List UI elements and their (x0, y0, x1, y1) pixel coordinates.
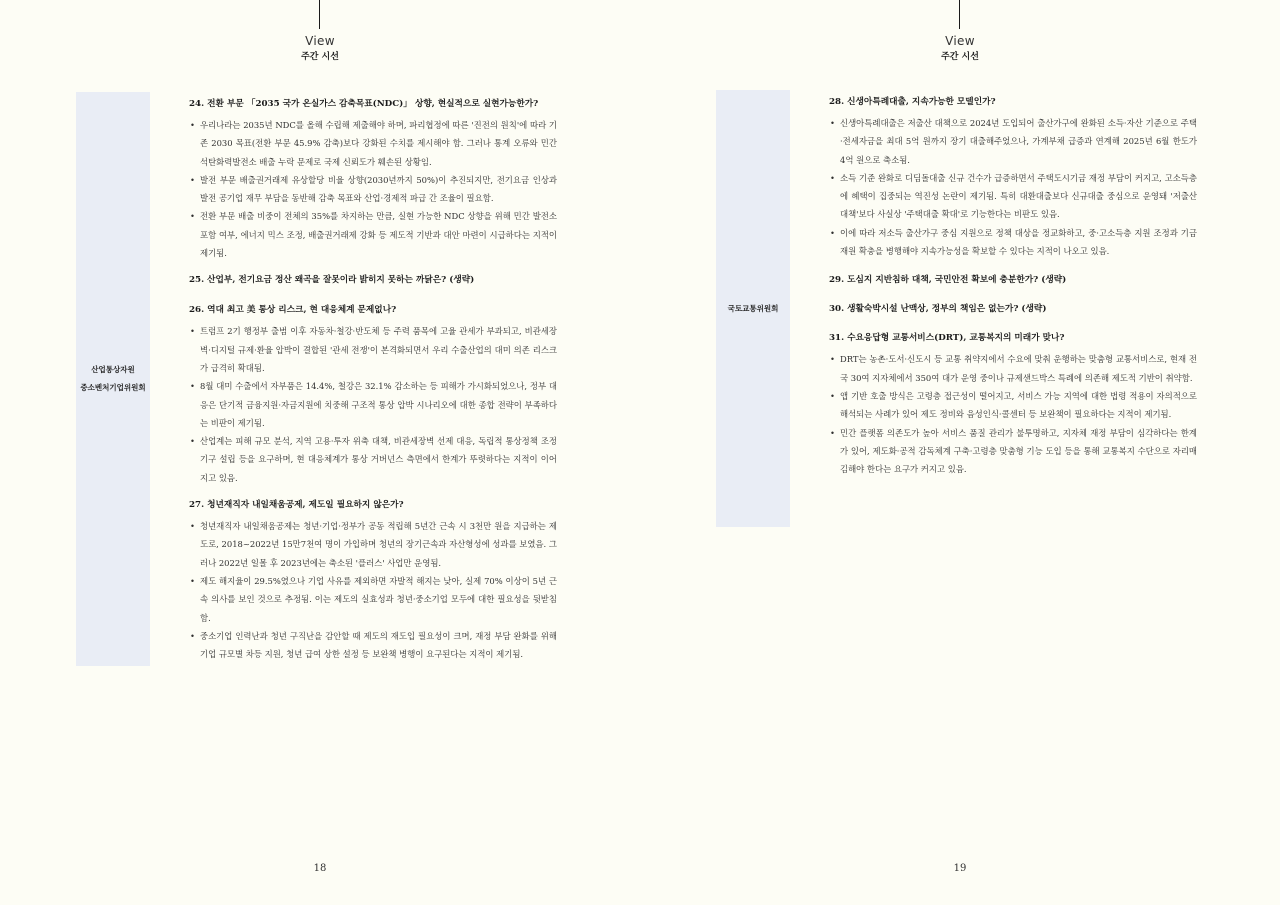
sidebar-line: 중소벤처기업위원회 (80, 383, 146, 392)
header-rule (319, 0, 320, 29)
bullet-item: • 8월 대미 수출에서 자부품은 14.4%, 철강은 32.1% 감소하는 등 피해가 가시화되었으나, 정부 대응은 단기적 금융지원·자금지원에 치중해 구조적 통상 압박 시나리오에 대한 종합 전략이 부족하다는 비판이 제기됨. (189, 377, 557, 432)
sidebar-line: 국토교통위원회 (727, 303, 779, 313)
right-content (829, 96, 1197, 478)
question-title: 29. 도심지 지반침하 대책, 국민안전 확보에 충분한가? (생략) (829, 275, 1067, 286)
question-section (829, 274, 1197, 287)
question-title: 26. 역대 최고 美 통상 리스크, 현 대응체계 문제없나? (189, 305, 397, 316)
question-section (829, 303, 1197, 316)
bullet-item: • 신생아특례대출은 저출산 대책으로 2024년 도입되어 출산가구에 완화된 소득·자산 기준으로 주택·전세자금을 최대 5억 원까지 장기 대출해주었으나, 가계부채 급증과 연계해 2025년 6월 한도가 4억 원으로 축소됨. (829, 114, 1197, 169)
bullet-item: • 청년재직자 내일채움공제는 청년·기업·정부가 공동 적립해 5년간 근속 시 3천만 원을 지급하는 제도로, 2018~2022년 15만7천여 명이 가입하며 청년의 장기근속과 자산형성에 성과를 보였음. 그러나 2022년 일몰 후 2023년에는 축소된 '플러스' 사업만 운영됨. (189, 517, 557, 572)
question-section (189, 304, 557, 487)
header-section-label: 주간 시선 (301, 52, 339, 62)
bullet-item: • 앱 기반 호출 방식은 고령층 접근성이 떨어지고, 서비스 가능 지역에 대한 법령 적용이 자의적으로 해석되는 사례가 있어 제도 정비와 음성인식·콜센터 등 보완책이 필요하다는 지적이 제기됨. (829, 387, 1197, 424)
bullet-item: • 소득 기준 완화로 디딤돌대출 신규 건수가 급증하면서 주택도시기금 재정 부담이 커지고, 고소득층에 혜택이 집중되는 역진성 논란이 제기됨. 특히 대환대출보다 신규대출 중심으로 운영돼 '저출산 대책'보다 사실상 '주택대출 확대'로 기능한다는 비판도 있음. (829, 169, 1197, 224)
question-section (829, 332, 1197, 478)
header-view-label: View (305, 34, 335, 48)
question-title: 28. 신생아특례대출, 지속가능한 모델인가? (829, 97, 996, 107)
left-content (189, 98, 557, 663)
question-title: 24. 전환 부문 「2035 국가 온실가스 감축목표(NDC)」 상향, 현실적으로 실현가능한가? (189, 99, 539, 109)
bullet-item: • 발전 부문 배출권거래제 유상할당 비율 상향(2030년까지 50%)이 추진되지만, 전기요금 인상과 발전 공기업 재무 부담을 동반해 감축 목표와 산업·경제적 파급 간 조율이 필요함. (189, 171, 557, 208)
bullet-item: • 우리나라는 2035년 NDC를 올해 수립해 제출해야 하며, 파리협정에 따른 '진전의 원칙'에 따라 기존 2030 목표(전환 부문 45.9% 감축)보다 강화된 수치를 제시해야 함. 그러나 통계 오류와 민간 석탄화력발전소 배출 누락 문제로 국제 신뢰도가 훼손된 상황임. (189, 116, 557, 171)
question-section (189, 499, 557, 663)
sidebar-line: 산업통상자원 (91, 365, 135, 374)
question-title: 25. 산업부, 전기요금 정산 왜곡을 잘못이라 밝히지 못하는 까닭은? (생략) (189, 275, 475, 286)
bullet-item: • 중소기업 인력난과 청년 구직난을 감안할 때 제도의 재도입 필요성이 크며, 재정 부담 완화를 위해 기업 규모별 차등 지원, 청년 급여 상한 설정 등 보완책 병행이 요구된다는 지적이 제기됨. (189, 627, 557, 664)
bullet-item: • 전환 부문 배출 비중이 전체의 35%를 차지하는 만큼, 실현 가능한 NDC 상향을 위해 민간 발전소 포함 여부, 에너지 믹스 조정, 배출권거래제 강화 등 제도적 기반과 대안 마련이 시급하다는 지적이 제기됨. (189, 207, 557, 262)
right-page (640, 0, 1280, 905)
question-section (829, 96, 1197, 260)
header-view-label: View (945, 34, 975, 48)
bullet-item: • DRT는 농촌·도서·신도시 등 교통 취약지에서 수요에 맞춰 운행하는 맞춤형 교통서비스로, 현재 전국 30여 지자체에서 350여 대가 운영 중이나 규제샌드박스 특례에 의존해 제도적 기반이 취약함. (829, 350, 1197, 387)
page-number: 18 (313, 863, 327, 874)
bullet-item: • 트럼프 2기 행정부 출범 이후 자동차·철강·반도체 등 주력 품목에 고율 관세가 부과되고, 비관세장벽·디지털 규제·환율 압박이 결합된 '관세 전쟁'이 본격화되면서 우리 수출산업의 대미 의존 리스크가 급격히 확대됨. (189, 322, 557, 377)
question-title: 30. 생활숙박시설 난맥상, 정부의 책임은 없는가? (생략) (829, 304, 1047, 315)
sidebar-committee (76, 92, 150, 666)
question-title: 31. 수요응답형 교통서비스(DRT), 교통복지의 미래가 맞나? (829, 333, 1065, 344)
bullet-item: • 이에 따라 저소득 출산가구 중심 지원으로 정책 대상을 정교화하고, 중·고소득층 지원 조정과 기금 재원 확충을 병행해야 지속가능성을 확보할 수 있다는 지적이 나오고 있음. (829, 224, 1197, 261)
question-section (189, 98, 557, 262)
question-title: 27. 청년재직자 내일채움공제, 제도일 필요하지 않은가? (189, 500, 404, 511)
bullet-item: • 민간 플랫폼 의존도가 높아 서비스 품질 관리가 불투명하고, 지자체 재정 부담이 심각하다는 한계가 있어, 제도화·공적 감독체계 구축·고령층 맞춤형 기능 도입 등을 통해 교통복지 수단으로 자리매김해야 한다는 요구가 커지고 있음. (829, 424, 1197, 479)
sidebar-committee (716, 90, 790, 527)
bullet-item: • 산업계는 피해 규모 분석, 지역 고용·투자 위축 대책, 비관세장벽 선제 대응, 독립적 통상정책 조정기구 설립 등을 요구하며, 현 대응체계가 통상 거버넌스 측면에서 한계가 뚜렷하다는 지적이 이어지고 있음. (189, 432, 557, 487)
header-rule (959, 0, 960, 29)
bullet-item: • 제도 해지율이 29.5%였으나 기업 사유를 제외하면 자발적 해지는 낮아, 실제 70% 이상이 5년 근속 의사를 보인 것으로 추정됨. 이는 제도의 실효성과 청년·중소기업 모두에 대한 필요성을 뒷받침함. (189, 572, 557, 627)
question-section (189, 274, 557, 287)
page-number: 19 (953, 863, 967, 874)
header-section-label: 주간 시선 (941, 52, 979, 62)
